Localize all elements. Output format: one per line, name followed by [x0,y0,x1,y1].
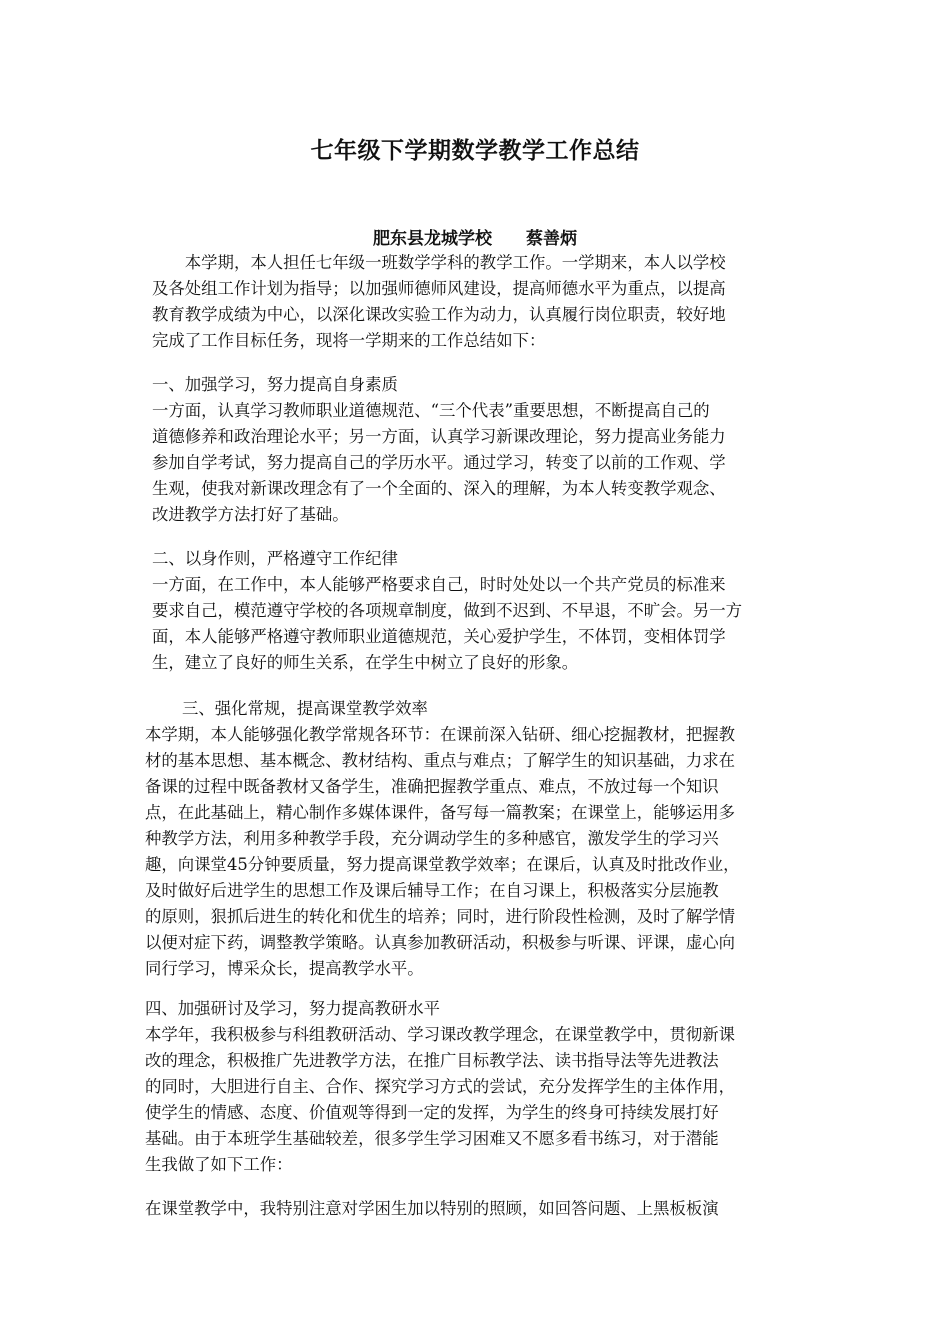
text-line: 改进教学方法打好了基础。 [152,505,349,524]
text-line: 完成了工作目标任务，现将一学期来的工作总结如下： [152,331,546,350]
text-line: 参加自学考试，努力提高自己的学历水平。通过学习，转变了以前的工作观、学 [152,453,726,472]
intro-paragraph [152,250,802,354]
document-title: 七年级下学期数学教学工作总结 [310,137,640,164]
text-line: 点，在此基础上，精心制作多媒体课件，备写每一篇教案；在课堂上，能够运用多 [145,803,736,822]
text-line: 及各处组工作计划为指导；以加强师德师风建设，提高师德水平为重点，以提高 [152,279,726,298]
text-line: 生观，使我对新课改理念有了一个全面的、深入的理解，为本人转变教学观念、 [152,479,726,498]
text-line: 的原则，狠抓后进生的转化和优生的培养；同时，进行阶段性检测，及时了解学情 [145,907,736,926]
text-line: 及时做好后进学生的思想工作及课后辅导工作；在自习课上，积极落实分层施教 [145,881,719,900]
section-heading: 四、加强研讨及学习，努力提高教研水平 [145,999,441,1018]
section-heading: 三、强化常规，提高课堂教学效率 [182,699,428,718]
section-heading: 二、以身作则，严格遵守工作纪律 [152,549,398,568]
text-line: 面，本人能够严格遵守教师职业道德规范，关心爱护学生，不体罚，变相体罚学 [152,627,726,646]
text-line: 的同时，大胆进行自主、合作、探究学习方式的尝试，充分发挥学生的主体作用， [145,1077,736,1096]
text-line: 种教学方法，利用多种教学手段，充分调动学生的多种感官，激发学生的学习兴 [145,829,719,848]
author-line: 肥东县龙城学校 蔡善炳 [373,229,577,249]
text-line: 材的基本思想、基本概念、教材结构、重点与难点；了解学生的知识基础，力求在 [145,751,736,770]
text-line: 生我做了如下工作： [145,1155,293,1174]
section-body [152,398,804,528]
section-body [152,572,804,676]
text-line: 生，建立了良好的师生关系，在学生中树立了良好的形象。 [152,653,579,672]
text-line: 道德修养和政治理论水平；另一方面，认真学习新课改理论，努力提高业务能力 [152,427,726,446]
section-body [145,1022,807,1178]
text-line: 趣，向课堂45分钟要质量，努力提高课堂教学效率；在课后，认真及时批改作业， [145,855,740,874]
text-line: 使学生的情感、态度、价值观等得到一定的发挥，为学生的终身可持续发展打好 [145,1103,719,1122]
text-line: 要求自己，模范遵守学校的各项规章制度，做到不迟到、不早退，不旷会。另一方 [152,601,743,620]
text-line: 同行学习，博采众长，提高教学水平。 [145,959,424,978]
text-line: 一方面，认真学习教师职业道德规范、“三个代表”重要思想，不断提高自己的 [152,401,710,420]
text-line: 一方面，在工作中，本人能够严格要求自己，时时处处以一个共产党员的标准来 [152,575,726,594]
text-line: 本学期，本人能够强化教学常规各环节：在课前深入钻研、细心挖掘教材，把握教 [145,725,736,744]
text-line: 本学年，我积极参与科组教研活动、学习课改教学理念，在课堂教学中，贯彻新课 [145,1025,736,1044]
text-line: 本学期，本人担任七年级一班数学学科的教学工作。一学期来，本人以学校 [152,253,726,272]
section-heading: 一、加强学习，努力提高自身素质 [152,375,398,394]
text-line: 基础。由于本班学生基础较差，很多学生学习困难又不愿多看书练习，对于潜能 [145,1129,719,1148]
text-line: 改的理念，积极推广先进教学方法，在推广目标教学法、读书指导法等先进教法 [145,1051,719,1070]
text-line: 备课的过程中既备教材又备学生，准确把握教学重点、难点，不放过每一个知识 [145,777,719,796]
text-line: 以便对症下药，调整教学策略。认真参加教研活动，积极参与听课、评课，虚心向 [145,933,736,952]
closing-paragraph [145,1196,807,1222]
section-body [145,722,807,982]
text-line: 在课堂教学中，我特别注意对学困生加以特别的照顾，如回答问题、上黑板板演 [145,1199,719,1218]
text-line: 教育教学成绩为中心，以深化课改实验工作为动力，认真履行岗位职责，较好地 [152,305,726,324]
